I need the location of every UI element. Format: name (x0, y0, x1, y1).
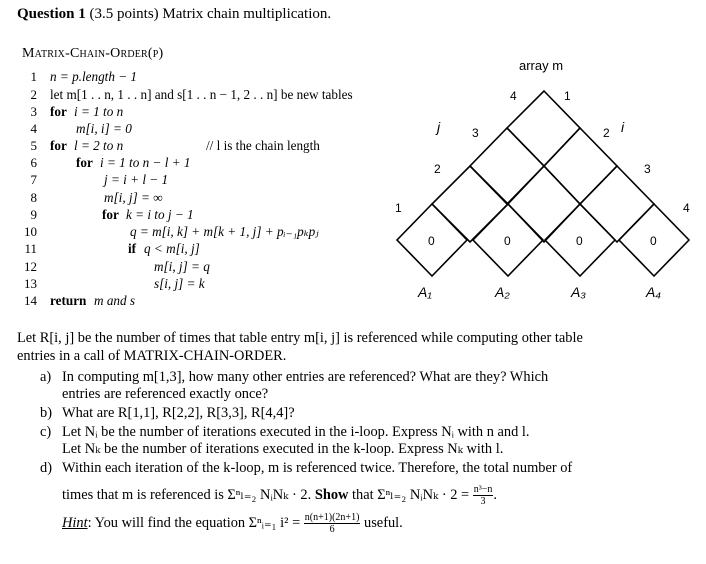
j-tick-4: 4 (510, 89, 517, 103)
item-d-line-1: Within each iteration of the k-loop, m is referenced twice. Therefore, the total number of (62, 460, 573, 476)
item-c-line-2: Let Nₖ be the number of iterations executed in the k-loop. Express Nₖ with l. (62, 441, 504, 457)
cell-m-2-3 (508, 166, 580, 242)
hint-fraction: $\frac{n(n+1)(2n+1)}{6}$ (304, 512, 360, 535)
j-tick-1: 1 (395, 201, 402, 215)
matrix-label-3: A₃ (571, 284, 586, 300)
intro-line-1: Let R[i, j] be the number of times that table entry m[i, j] is referenced while computing other table (17, 330, 583, 346)
cell-m-3-4 (580, 166, 654, 242)
item-d-fraction: $\frac{\text{n³−n}}{3}$ (473, 484, 493, 507)
item-d-sum-text: times that m is referenced is Σⁿₗ₌₂ NᵢNₖ · 2. (62, 486, 312, 503)
cell-value-1-1: 0 (428, 234, 435, 248)
algorithm-name: Matrix-Chain-Order(p) (22, 46, 164, 61)
cell-value-2-2: 0 (504, 234, 511, 248)
item-d-label: d) (40, 460, 52, 476)
hint-text: : You will find the equation Σⁿᵢ₌₁ i² = (87, 514, 301, 531)
i-axis-label: i (621, 119, 625, 135)
array-title: array m (519, 58, 564, 73)
matrix-label-2: A₂ (495, 284, 510, 300)
cell-m-1-2 (432, 166, 508, 242)
cell-value-3-3: 0 (576, 234, 583, 248)
item-d-sum-text-2: that Σⁿₗ₌₂ NᵢNₖ · 2 = (352, 486, 470, 503)
item-c-line-1: Let Nᵢ be the number of iterations executed in the i-loop. Express Nᵢ with n and l. (62, 424, 530, 440)
code-comment: // l is the chain length (206, 138, 320, 153)
j-axis-label: j (437, 119, 441, 135)
question-points: (3.5 points) Matrix chain multiplication. (89, 6, 332, 22)
i-tick-3: 3 (644, 162, 651, 176)
item-d-show: Show (314, 486, 349, 503)
cell-value-4-4: 0 (650, 234, 657, 248)
j-tick-3: 3 (472, 126, 479, 140)
i-tick-1: 1 (564, 89, 571, 103)
matrix-label-4: A₄ (646, 284, 661, 300)
hint-line (62, 512, 403, 535)
intro-line-2: entries in a call of MATRIX-CHAIN-ORDER. (17, 348, 287, 364)
question-label: Question 1 (17, 6, 86, 22)
item-d-line-2: times that m is referenced is Σⁿₗ₌₂ NᵢNₖ · 2. Show that Σⁿₗ₌₂ NᵢNₖ · 2 = $\frac{\text{n³−n}}{3}$ . (62, 484, 497, 507)
item-b-label: b) (40, 405, 52, 421)
item-b-line-1: What are R[1,1], R[2,2], R[3,3], R[4,4]? (62, 405, 295, 421)
hint-tail: useful. (364, 514, 403, 531)
hint-label: Hint (62, 514, 88, 531)
item-a-label: a) (40, 369, 52, 385)
i-tick-4: 4 (683, 201, 690, 215)
item-c-label: c) (40, 424, 52, 440)
item-a-line-2: entries are referenced exactly once? (62, 386, 269, 402)
matrix-label-1: A₁ (418, 284, 432, 300)
diamond-grid (397, 91, 689, 276)
i-tick-2: 2 (603, 126, 610, 140)
item-a-line-1: In computing m[1,3], how many other entries are referenced? What are they? Which (62, 369, 549, 385)
j-tick-2: 2 (434, 162, 441, 176)
cell-m-1-3 (470, 128, 544, 204)
